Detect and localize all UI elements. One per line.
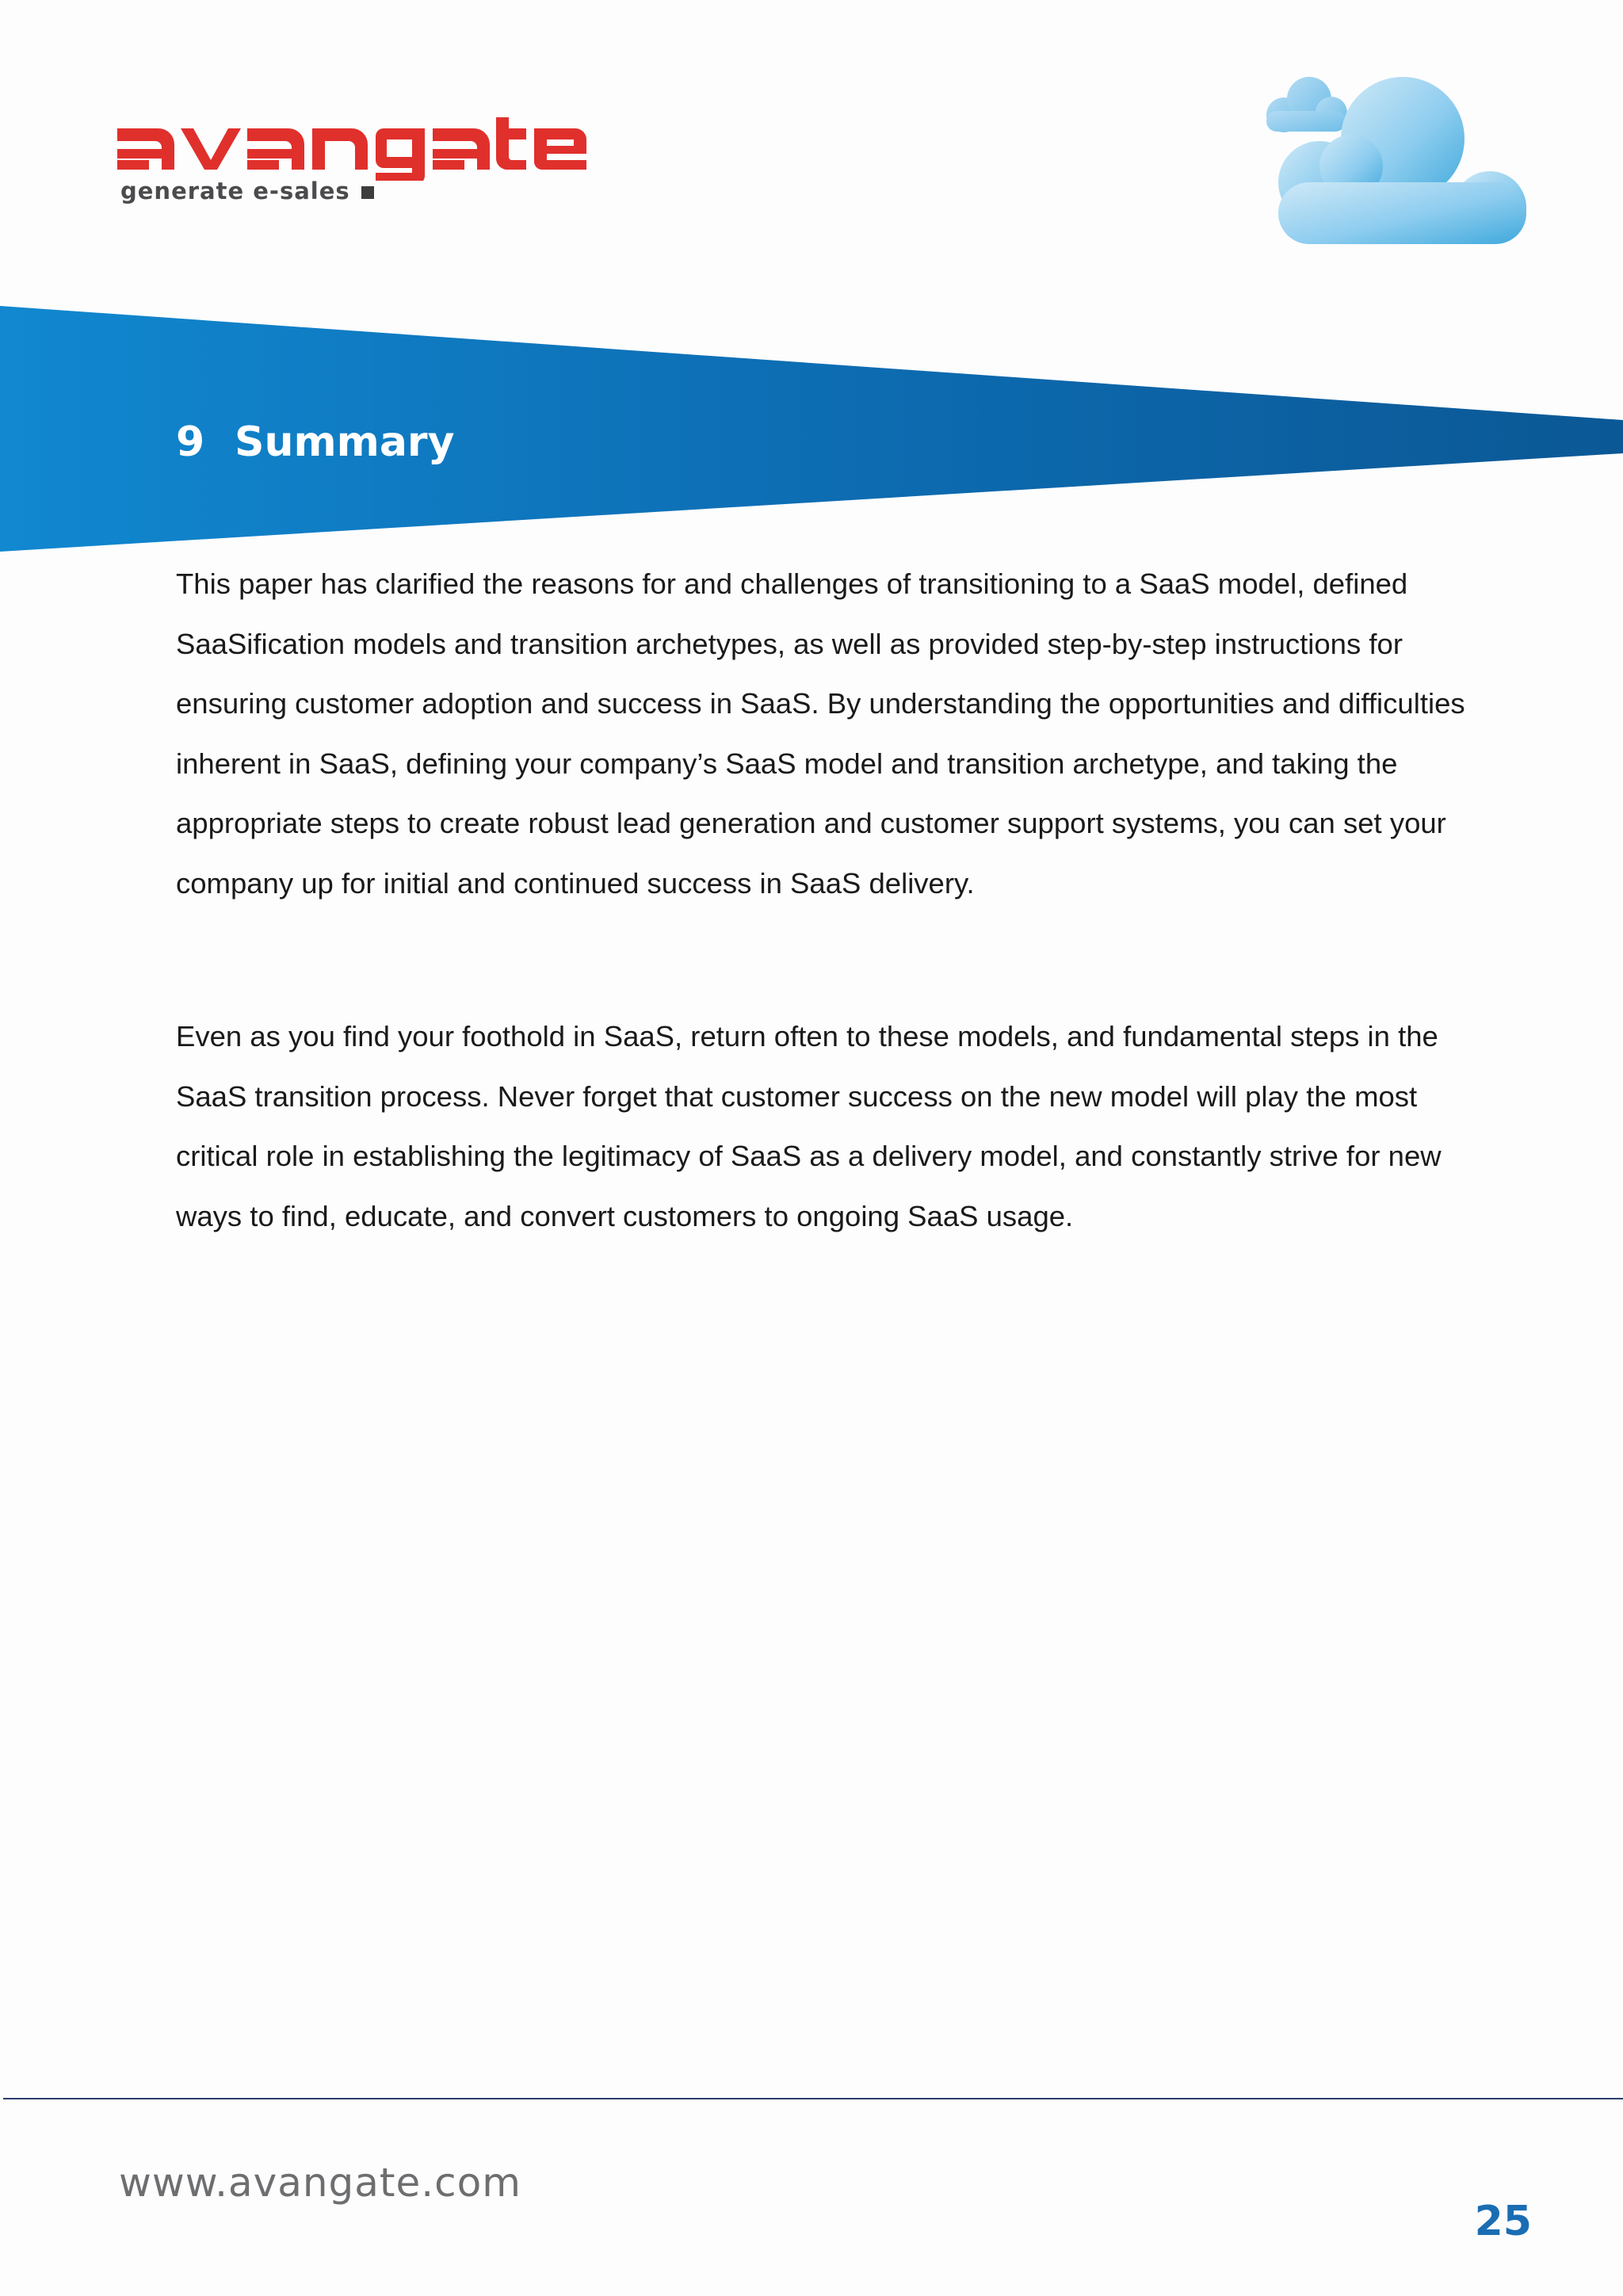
footer-divider (3, 2098, 1623, 2099)
summary-paragraph-1: This paper has clarified the reasons for and challenges of transitioning to a SaaS model, defined SaaSification models and transition archetypes, as well as provided step-by-step instructions for ensuring customer adoption and success in SaaS. By understanding the opportunities and difficulties inherent in SaaS, defining your company’s SaaS model and transition archetype, and taking the appropriate steps to create robust lead generation and customer support systems, you can set your company up for initial and continued success in SaaS delivery. (176, 567, 1465, 900)
page-number: 25 (1474, 2198, 1532, 2245)
avangate-wordmark-logo (117, 117, 593, 181)
section-number: 9 (176, 418, 205, 466)
cloud-icon (1252, 63, 1569, 269)
summary-paragraph-2: Even as you find your foothold in SaaS, return often to these models, and fundamental steps in the SaaS transition process. Never forget that customer success on the new model will play the most critical role in establishing the legitimacy of SaaS as a delivery model, and constantly strive for new ways to find, educate, and convert customers to ongoing SaaS usage. (176, 1020, 1442, 1232)
section-title: Summary (235, 418, 455, 466)
footer-website-link[interactable]: www.avangate.com (119, 2160, 521, 2206)
tagline-text: generate e-sales (120, 178, 350, 204)
logo-tagline (120, 178, 374, 204)
tagline-square-mark (361, 186, 374, 199)
avangate-logo (117, 117, 593, 212)
section-heading (176, 418, 454, 466)
